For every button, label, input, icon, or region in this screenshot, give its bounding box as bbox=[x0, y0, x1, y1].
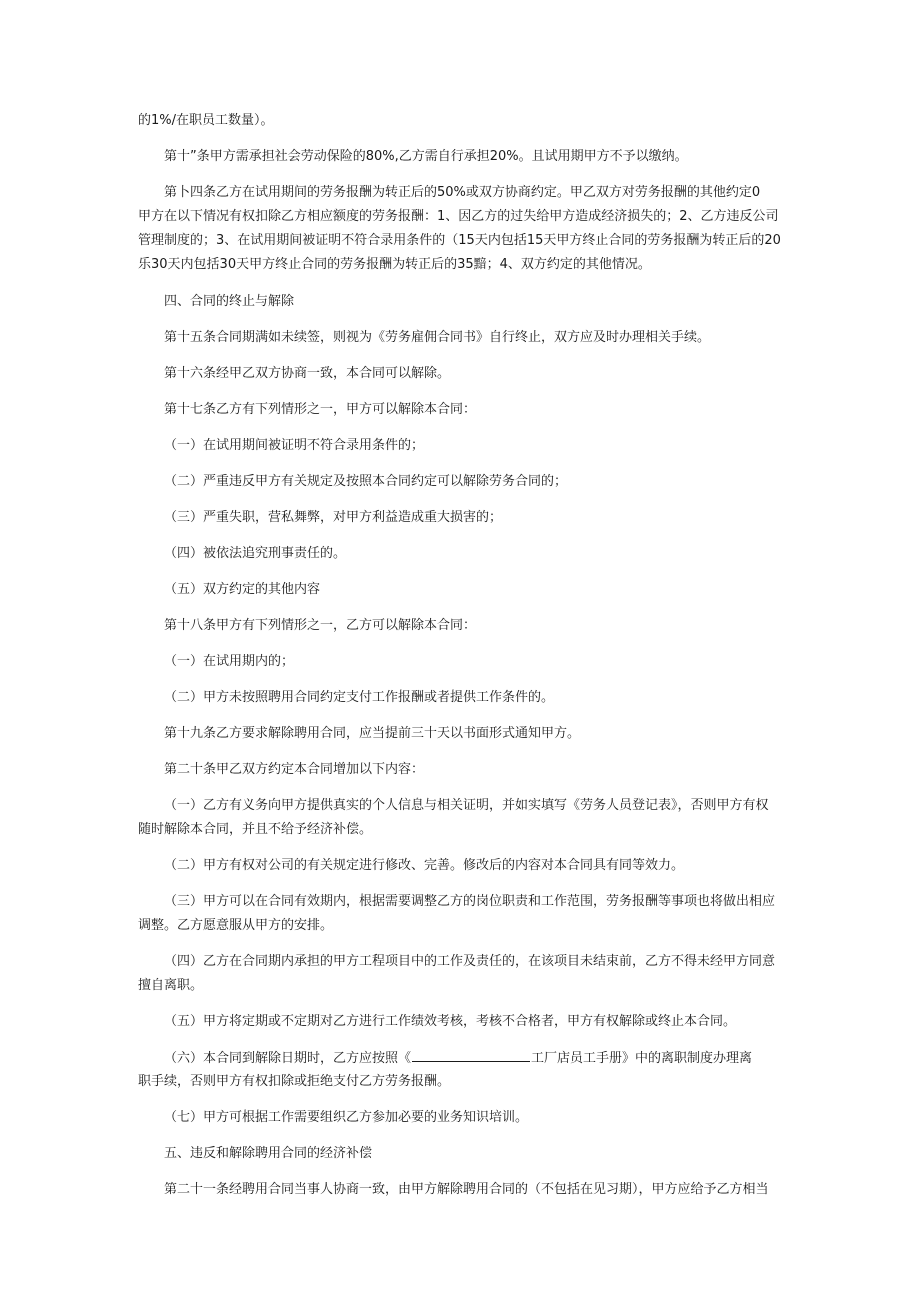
list-item-with-blank bbox=[164, 1049, 752, 1068]
list-item: （二）甲方未按照聘用合同约定支付工作报酬或者提供工作条件的。 bbox=[164, 690, 555, 705]
list-item-text-before-blank: （六）本合同到解除日期时，乙方应按照《 bbox=[164, 1051, 412, 1066]
list-item: （一）乙方有义务向甲方提供真实的个人信息与相关证明，并如实填写《劳务人员登记表》，否则甲方有权 bbox=[164, 798, 769, 813]
text-line: 擅自离职。 bbox=[138, 978, 204, 993]
text-line: 调整。乙方愿意服从甲方的安排。 bbox=[138, 918, 334, 933]
text-line: 第十七条乙方有下列情形之一，甲方可以解除本合同： bbox=[164, 402, 477, 417]
fill-in-blank bbox=[412, 1049, 530, 1062]
text-line: 第十”条甲方需承担社会劳动保险的80%,乙方需自行承担20%。且试用期甲方不予以缴纳。 bbox=[164, 149, 688, 164]
text-line: 的1%/在职员工数量）。 bbox=[138, 113, 274, 128]
text-line: 第十五条合同期满如未续签，则视为《劳务雇佣合同书》自行终止，双方应及时办理相关手续。 bbox=[164, 330, 711, 345]
list-item: （五）双方约定的其他内容 bbox=[164, 582, 321, 597]
text-line: 第二十一条经聘用合同当事人协商一致，由甲方解除聘用合同的（不包括在见习期），甲方应给予乙方相当 bbox=[164, 1182, 769, 1197]
text-line: 第十六条经甲乙双方协商一致，本合同可以解除。 bbox=[164, 366, 451, 381]
list-item: （四）被依法追究刑事责任的。 bbox=[164, 546, 347, 561]
text-line: 乐30天内包括30天甲方终止合同的劳务报酬为转正后的35黯；4、双方约定的其他情况。 bbox=[138, 257, 651, 272]
list-item: （一）在试用期内的； bbox=[164, 654, 295, 669]
list-item-text-after-blank: 工厂店员工手册》中的离职制度办理离 bbox=[531, 1051, 753, 1066]
section-heading: 四、合同的终止与解除 bbox=[164, 294, 295, 309]
section-heading: 五、违反和解除聘用合同的经济补偿 bbox=[164, 1146, 373, 1161]
list-item: （五）甲方将定期或不定期对乙方进行工作绩效考核，考核不合格者，甲方有权解除或终止本合同。 bbox=[164, 1014, 737, 1029]
list-item: （三）严重失职，营私舞弊，对甲方利益造成重大损害的； bbox=[164, 510, 503, 525]
list-item: （一）在试用期间被证明不符合录用条件的； bbox=[164, 438, 425, 453]
list-item: （七）甲方可根据工作需要组织乙方参加必要的业务知识培训。 bbox=[164, 1110, 529, 1125]
text-line: 第二十条甲乙双方约定本合同增加以下内容： bbox=[164, 762, 425, 777]
list-item: （二）严重违反甲方有关规定及按照本合同约定可以解除劳务合同的； bbox=[164, 474, 568, 489]
text-line: 职手续，否则甲方有权扣除或拒绝支付乙方劳务报酬。 bbox=[138, 1074, 451, 1089]
text-line: 随时解除本合同，并且不给予经济补偿。 bbox=[138, 822, 373, 837]
text-line: 第十八条甲方有下列情形之一，乙方可以解除本合同： bbox=[164, 618, 477, 633]
text-line: 第十九条乙方要求解除聘用合同，应当提前三十天以书面形式通知甲方。 bbox=[164, 726, 581, 741]
text-line: 甲方在以下情况有权扣除乙方相应额度的劳务报酬：1、因乙方的过失给甲方造成经济损失的；2、乙方违反公司 bbox=[138, 209, 779, 224]
text-line: 管理制度的；3、在试用期间被证明不符合录用条件的（15天内包括15天甲方终止合同的劳务报酬为转正后的20 bbox=[138, 233, 781, 248]
list-item: （二）甲方有权对公司的有关规定进行修改、完善。修改后的内容对本合同具有同等效力。 bbox=[164, 858, 685, 873]
list-item: （四）乙方在合同期内承担的甲方工程项目中的工作及责任的，在该项目未结束前，乙方不得未经甲方同意 bbox=[164, 954, 776, 969]
text-line: 第卜四条乙方在试用期间的劳务报酬为转正后的50%或双方协商约定。甲乙双方对劳务报酬的其他约定0 bbox=[164, 185, 761, 200]
list-item: （三）甲方可以在合同有效期内，根据需要调整乙方的岗位职责和工作范围，劳务报酬等事项也将做出相应 bbox=[164, 894, 776, 909]
